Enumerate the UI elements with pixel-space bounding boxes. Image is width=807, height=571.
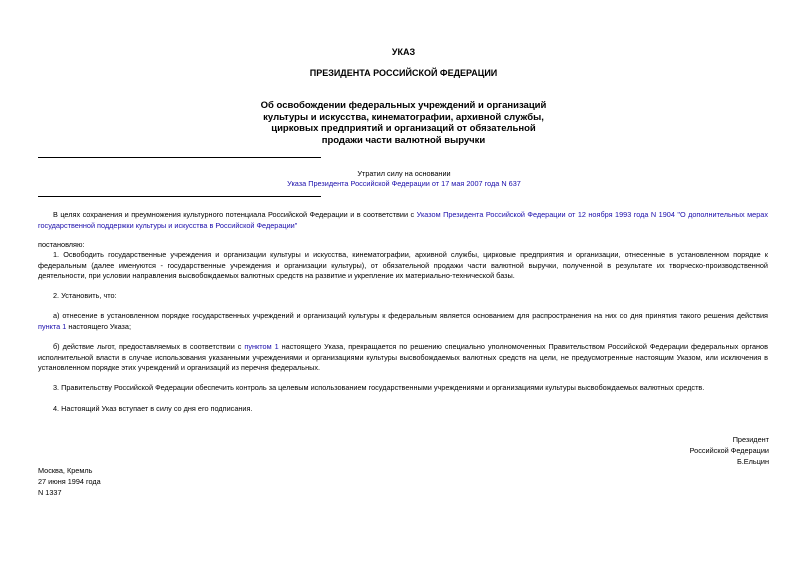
signature-block bbox=[690, 434, 769, 467]
paragraph-2b-text: б) действие льгот, предоставляемых в соответствии с bbox=[53, 342, 245, 351]
clause-1-link[interactable]: пунктом 1 bbox=[244, 342, 279, 351]
decree-number: N 1337 bbox=[38, 488, 62, 497]
subject-line: цирковых предприятий и организаций от обязательной bbox=[271, 123, 536, 134]
divider-bottom bbox=[38, 196, 321, 197]
subject-line: культуры и искусства, кинематографии, архивной службы, bbox=[263, 111, 544, 123]
paragraph-2b-tail: настоящего Указа, прекращается по решению специально уполномоченных Правительством Российской Федерации федеральных органов исполнительной власти в случае использования указанными учреждениями и организациями культуры высвобождаемых валютных средств на цели, не предусмотренные настоящим Указом, или исключения в установленном порядке этих учреждений и организаций из перечня федеральных. bbox=[38, 342, 768, 372]
subject-line: продажи части валютной выручки bbox=[321, 134, 486, 146]
status-note: Утратил силу на основании bbox=[357, 169, 451, 178]
paragraph-2a-text: а) отнесение в установленном порядке государственных учреждений и организаций культуры к федеральным является основанием для распространения на них со дня принятия такого решения действия bbox=[53, 311, 768, 320]
divider-top bbox=[38, 157, 321, 158]
preamble-text: В целях сохранения и преумножения культурного потенциала Российской Федерации и в соответствии с bbox=[53, 210, 417, 219]
paragraph-2a-tail: настоящего Указа; bbox=[66, 321, 131, 331]
paragraph-4: 4. Настоящий Указ вступает в силу со дня его подписания. bbox=[53, 404, 253, 413]
decree-1904-link[interactable]: Указом Президента Российской Федерации от 12 ноября 1993 года N 1904 "О дополнительных мерах государственной поддержки культуры и искусства в Российской Федерации" bbox=[38, 210, 768, 230]
paragraph-2b bbox=[38, 342, 768, 374]
document-subject bbox=[0, 100, 807, 146]
subject-line: Об освобождении федеральных учреждений и организаций bbox=[260, 100, 547, 111]
place-date-block bbox=[38, 465, 101, 498]
paragraph-3: 3. Правительству Российской Федерации обеспечить контроль за целевым использованием государственными учреждениями и организациями культуры высвобождаемых валютных средств. bbox=[53, 383, 705, 392]
decree-word: постановляю: bbox=[38, 240, 85, 249]
paragraph-2: 2. Установить, что: bbox=[53, 291, 117, 300]
place: Москва, Кремль bbox=[38, 466, 93, 475]
signature-org: Российской Федерации bbox=[689, 446, 769, 455]
paragraph-2a bbox=[38, 311, 768, 332]
date: 27 июня 1994 года bbox=[38, 477, 101, 486]
signature-title: Президент bbox=[732, 435, 769, 444]
paragraph-1: 1. Освободить государственные учреждения и организации культуры и искусства, кинематографии, архивной службы, цирковые предприятия и организации, отнесенные в установленном порядке к федеральным (далее именуются - государственные учреждения и организации культуры), от обязательной продажи части валютной выручки, полученной в результате их творческо-производственной деятельности, при условии направления высвобождаемых валютных средств на развитие и укрепление их материально-технической базы. bbox=[38, 250, 768, 280]
doc-type-heading: УКАЗ bbox=[391, 47, 416, 57]
repeal-decree-link[interactable]: Указа Президента Российской Федерации от 17 мая 2007 года N 637 bbox=[287, 179, 521, 188]
signature-name: Б.Ельцин bbox=[736, 457, 769, 466]
preamble-paragraph bbox=[38, 210, 768, 231]
issuer-heading: ПРЕЗИДЕНТА РОССИЙСКОЙ ФЕДЕРАЦИИ bbox=[309, 68, 498, 78]
clause-1-link[interactable]: пункта 1 bbox=[38, 321, 67, 331]
